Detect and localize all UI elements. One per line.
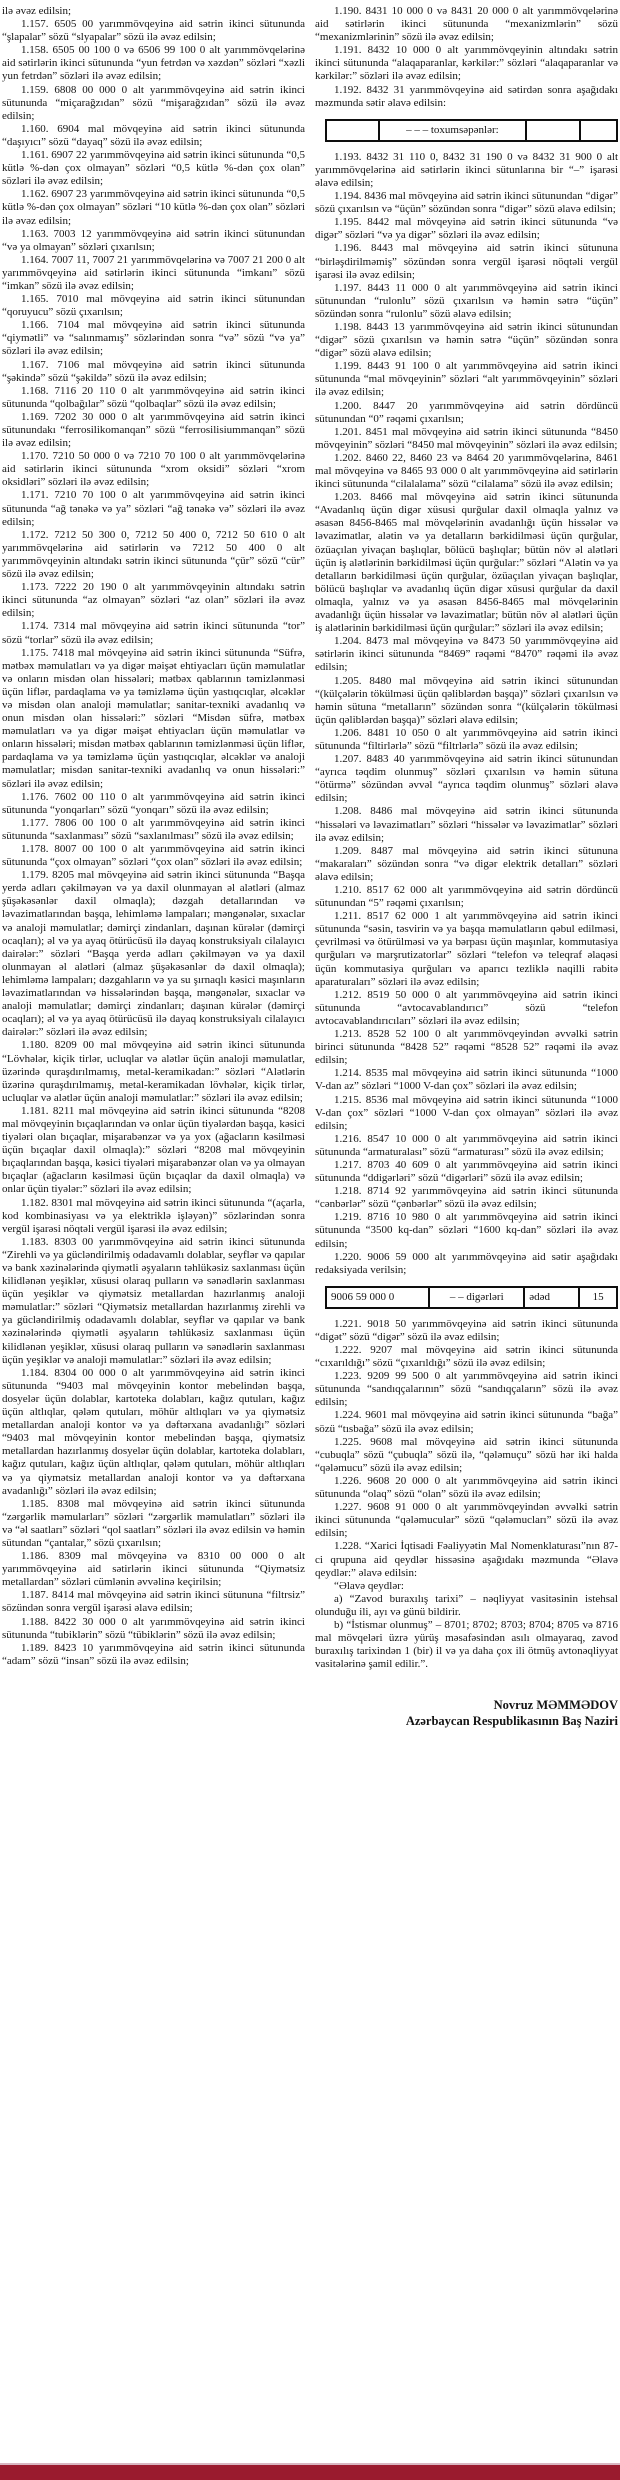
paragraph: 1.158. 6505 00 100 0 və 6506 99 100 0 alt yarımmövqelərinə aid sətirlərin ikinci sütununda “yun fetrdən və xəzdən” sözləri “xəzli yun fetrdən” sözləri ilə əvəz edilsin; <box>2 44 305 83</box>
right-column <box>315 5 618 2461</box>
table-cell: – – digərləri <box>429 1287 524 1308</box>
table-cell: 15 <box>579 1287 617 1308</box>
table-row <box>326 1287 617 1308</box>
paragraph: 1.227. 9608 91 000 0 alt yarımmövqeyindən əvvəlki sətrin ikinci sütununda “qələmucular” sözü “qələmucları” sözü ilə əvəz edilsin; <box>315 1501 618 1540</box>
paragraph: 1.216. 8547 10 000 0 alt yarımmövqeyinə aid sətrin ikinci sütununda “armaturalası” sözü “armaturası” sözü ilə əvəz edilsin; <box>315 1132 618 1158</box>
paragraph: 1.193. 8432 31 110 0, 8432 31 190 0 və 8432 31 900 0 alt yarımmövqelərinə aid sətirlərin ikinci sütunlarına bir “–” işarəsi əlavə edilsin; <box>315 150 618 189</box>
paragraph: 1.206. 8481 10 050 0 alt yarımmövqeyinə aid sətrin ikinci sütununda “filtirlərlə” sözü “filtrlərlə” sözü ilə əvəz edilsin; <box>315 726 618 752</box>
paragraph: 1.168. 7116 20 110 0 alt yarımmövqeyinə aid sətrin ikinci sütununda “qolbağılar” sözü “qolbaqlar” sözü ilə əvəz edilsin; <box>2 384 305 410</box>
signature-block <box>315 1697 618 1729</box>
paragraph: 1.223. 9209 99 500 0 alt yarımmövqeyinə aid sətrin ikinci sütununda “sandıqçalarının” sözü “sandıqçaların” sözü ilə əvəz edilsin; <box>315 1370 618 1409</box>
paragraph: 1.200. 8447 20 yarımmövqeyinə aid sətrin dördüncü sütunundan “0” rəqəmi çıxarılsın; <box>315 399 618 425</box>
paragraph: “Əlavə qeydlər: <box>334 1579 404 1592</box>
paragraph: 1.208. 8486 mal mövqeyinə aid sətrin ikinci sütununda “hissələri və ləvazimatları” sözləri “hissələr və ləvazimatlar” sözləri ilə əvəz edilsin; <box>315 805 618 844</box>
paragraph: 1.184. 8304 00 000 0 alt yarımmövqeyinə aid sətrin ikinci sütununda “9403 mal mövqeyinin kontor mebelindən başqa, dosyelər üçün dolablar, kartoteka dolabları, kağız qutuları, kağız üçün altlıqlar, qələm qutuları, möhür altlıqları və ya qiymətsiz metallardan analoji kontor və ya dəftərxana avadanlığı” sözləri “9403 mal mövqeyinin kontor mebelindən başqa, qiymətsiz metallardan hazırlanmış dosyelər üçün dolablar, kartoteka dolabları, kağız qutuları, kağız üçün altlıqlar, qələm qutuları, möhür altlıqları və ya qiymətsiz metallardan analoji kontor və ya dəftərxana avadanlığı” sözləri ilə əvəz edilsin; <box>2 1366 305 1497</box>
paragraph: 1.214. 8535 mal mövqeyinə aid sətrin ikinci sütununda “1000 V-dan az” sözləri “1000 V-dan çox” sözləri ilə əvəz edilsin; <box>315 1067 618 1093</box>
paragraph: 1.187. 8414 mal mövqeyinə aid sətrin ikinci sütununa “filtrsiz” sözündən sonra vergül işarəsi əlavə edilsin; <box>2 1589 305 1615</box>
paragraph: 1.211. 8517 62 000 1 alt yarımmövqeyinə aid sətrin ikinci sütununda “səsin, təsvirin və ya başqa məmulatların qəbul edilməsi, çevrilməsi və ötürülməsi və ya bərpası üçün maşınlar, kommutasiya qurğuları və marşrutizatorlar” sözləri “telefon və teleqraf əlaqəsi üçün kommutasiya qurğuları və aparıcı tezliklə naqilli rabitə aparaturaları” sözləri ilə əvəz edilsin; <box>315 910 618 988</box>
paragraph: 1.215. 8536 mal mövqeyinə aid sətrin ikinci sütununda “1000 V-dan çox” sözləri “1000 V-dan çox olmayan” sözləri ilə əvəz edilsin; <box>315 1093 618 1132</box>
paragraph: a) “Zavod buraxılış tarixi” – nəqliyyat vasitəsinin istehsal olunduğu ili, ayı və günü bildirir. <box>315 1592 618 1618</box>
paragraph: 1.191. 8432 10 000 0 alt yarımmövqeyinin altındakı sətrin ikinci sütununda “alaqaparanlar, kərkilər:” sözləri “alaqaparanlar və kərkilər:” sözləri ilə əvəz edilsin; <box>315 44 618 83</box>
paragraph: 1.172. 7212 50 300 0, 7212 50 400 0, 7212 50 610 0 alt yarımmövqelərinə aid sətirlərin və 7212 50 400 0 alt yarımmövqeyinin altındakı sətrin ikinci sütununda “çür” sözü “cür” sözü ilə əvəz edilsin; <box>2 528 305 581</box>
paragraph: 1.163. 7003 12 yarımmövqeyinə aid sətrin ikinci sütunundan “və ya olmayan” sözləri çıxarılsın; <box>2 227 305 253</box>
paragraph: 1.199. 8443 91 100 0 alt yarımmövqeyinə aid sətrin ikinci sütununda “mal mövqeyinin” sözləri “alt yarımmövqeyinin” sözləri ilə əvəz edilsin; <box>315 360 618 399</box>
amendment-table <box>325 119 618 142</box>
paragraph: 1.203. 8466 mal mövqeyinə aid sətrin ikinci sütununda “Avadanlıq üçün digər xüsusi qurğular daxil olmaqla yalnız və əsasən 8456-8465 mal mövqelərinin avadanlığı üçün hissələr və ləvazimatlar, alətin və ya detalların bərkidilməsi üçün qurğular, özüaçılan yivaçan başlıqlar, bölücü başlıqlar; bütün növ əl alətləri üçün iş alətlərinin bərkidilməsi üçün qurğular:” sözləri “Alətin və ya detalların bərkidilməsi üçün qurğular, özüaçılan yivaçan başlıqlar, bölücü başlıqlar və avadanlıq üçün digər xüsusi qurğular da daxil olmaqla, yalnız və ya əsasən 8456-8465 mal mövqelərinin avadanlığı üçün hissələr və ləvazimatlar; bütün növ əl alətləri üçün iş alətlərinin bərkidilməsi üçün qurğular:” sözləri ilə əvəz edilsin; <box>315 491 618 635</box>
paragraph: 1.205. 8480 mal mövqeyinə aid sətrin ikinci sütunundan “(külçələrin tökülməsi üçün qəliblərdən başqa)” sözləri çıxarılsın və həmin sütuna “metalların” sözündən sonra “(külçələrin tökülməsi üçün qəliblərdən başqa)” sözləri əlavə edilsin; <box>315 674 618 726</box>
paragraph: 1.192. 8432 31 yarımmövqeyinə aid sətirdən sonra aşağıdakı məzmunda sətir əlavə edilsin: <box>315 83 618 109</box>
signature-line: Azərbaycan Respublikasının Baş Naziri <box>405 1714 618 1729</box>
paragraph: 1.175. 7418 mal mövqeyinə aid sətrin ikinci sütununda “Süfrə, mətbəx məmulatları və ya digər məişət ehtiyacları üçün məmulatlar və onların misdən olan hissələri; mətbəx qablarının təmizlənməsi üçün liflər, pardaqlama və ya təmizləmə üçün yastıqcıqlar, əlcəklər və misdən olan analoji məmulatlar; sanitar-texniki avadanlıq və onun misdən olan hissələri:” sözləri “Misdən süfrə, mətbəx məmulatları və ya digər məişət ehtiyacları üçün məmulatlar və onların hissələri; misdən mətbəx qablarının təmizlənməsi üçün liflər, pardaqlama və ya təmizləmə üçün yastıqcıqlar, əlcəklər və analoji məmulatlar; misdən sanitar-texniki avadanlıq və onun hissələri:” sözləri ilə əvəz edilsin; <box>2 646 305 790</box>
paragraph: 1.218. 8714 92 yarımmövqeyinə aid sətrin ikinci sütununda “cənbərlər” sözü “çənbərlər” sözü ilə əvəz edilsin; <box>315 1185 618 1211</box>
paragraph: 1.157. 6505 00 yarımmövqeyinə aid sətrin ikinci sütununda “şlapalar” sözü “slyapalar” sözü ilə əvəz edilsin; <box>2 18 305 44</box>
paragraph: 1.166. 7104 mal mövqeyinə aid sətrin ikinci sütununda “qiymətli” və “salınmamış” sözlərindən sonra “və” sözü “və ya” sözləri ilə əvəz edilsin; <box>2 319 305 358</box>
paragraph: 1.226. 9608 20 000 0 alt yarımmövqeyinə aid sətrin ikinci sütununda “olaq” sözü “olan” sözü ilə əvəz edilsin; <box>315 1474 618 1501</box>
table-cell <box>326 120 379 141</box>
paragraph: 1.224. 9601 mal mövqeyinə aid sətrin ikinci sütununda “bağa” sözü “tısbağa” sözü ilə əvəz edilsin; <box>315 1409 618 1435</box>
paragraph: 1.161. 6907 22 yarımmövqeyinə aid sətrin ikinci sütununda “0,5 kütlə %-dən çox olmayan” sözləri “0,5 kütlə %-dən çox olan” sözləri ilə əvəz edilsin; <box>2 149 305 188</box>
paragraph: 1.182. 8301 mal mövqeyinə aid sətrin ikinci sütununda “(açarla, kod kombinasiyası və ya elektriklə işləyən)” sözlərindən sonra vergül işarəsi nöqtəli vergül işarəsi ilə əvəz edilsin; <box>2 1196 305 1235</box>
paragraph: 1.197. 8443 11 000 0 alt yarımmövqeyinə aid sətrin ikinci sütunundan “rulonlu” sözü çıxarılsın və həmin sətrə “üçün” sözündən sonra “rulonlu” sözü əlavə edilsin; <box>315 281 618 320</box>
paragraph: 1.159. 6808 00 000 0 alt yarımmövqeyinə aid sətrin ikinci sütununda “miçarağzıdan” sözü “mişarağzıdan” sözü ilə əvəz edilsin; <box>2 83 305 122</box>
paragraph: 1.178. 8007 00 100 0 alt yarımmövqeyinə aid sətrin ikinci sütununda “çox olmayan” sözləri “çox olan” sözləri ilə əvəz edilsin; <box>2 843 305 869</box>
signature-line: Novruz MƏMMƏDOV <box>493 1698 618 1713</box>
paragraph: 1.204. 8473 mal mövqeyinə və 8473 50 yarımmövqeyinə aid sətirlərin ikinci sütununda “8469” rəqəmi “8470” rəqəmi ilə əvəz edilsin; <box>315 635 618 674</box>
paragraph: 1.169. 7202 30 000 0 alt yarımmövqeyinə aid sətrin ikinci sütunundakı “ferrosilikomanqan” sözü “ferrosilisiummanqan” sözü ilə əvəz edilsin; <box>2 410 305 450</box>
paragraph: 1.173. 7222 20 190 0 alt yarımmövqeyinin altındakı sətrin ikinci sütununda “az olmayan” sözləri “az olan” sözləri ilə əvəz edilsin; <box>2 581 305 620</box>
paragraph: 1.221. 9018 50 yarımmövqeyinə aid sətrin ikinci sütununda “digət” sözü “digər” sözü ilə əvəz edilsin; <box>315 1317 618 1343</box>
paragraph: 1.194. 8436 mal mövqeyinə aid sətrin ikinci sütunundan “digər” sözü çıxarılsın və “üçün” sözündən sonra “digər” sözü əlavə edilsin; <box>315 190 618 216</box>
paragraph: 1.212. 8519 50 000 0 alt yarımmövqeyinə aid sətrin ikinci sütununda “avtocavablandırıcı” sözü “telefon avtocavablandırıcıları” sözləri ilə əvəz edilsin; <box>315 988 618 1027</box>
paragraph: 1.174. 7314 mal mövqeyinə aid sətrin ikinci sütununda “tor” sözü “torlar” sözü ilə əvəz edilsin; <box>2 620 305 646</box>
paragraph: 1.177. 7806 00 100 0 alt yarımmövqeyinə aid sətrin ikinci sütununda “saxlanması” sözü “saxlanılması” sözü ilə əvəz edilsin; <box>2 816 305 842</box>
paragraph: 1.198. 8443 13 yarımmövqeyinə aid sətrin ikinci sütunundan “digər” sözü çıxarılsın və həmin sətrə “üçün” sözündən sonra “digər” sözü əlavə edilsin; <box>315 320 618 360</box>
paragraph: 1.179. 8205 mal mövqeyinə aid sətrin ikinci sütununda “Başqa yerdə adları çəkilməyən və ya daxil olunmayan əl alətləri (almaz şüşəkəsənlər daxil olmaqla); dəzgah detallarından və ləvazimatlarından başqa, lehimləmə lampaları; məngənələr, sıxaclar və analoji məmulatlar; dəmirçi zindanları, daşınan kürələr (dəmirçi ocaqları); əl və ya ayaq ötürücüsü ilə dayaq konstruksiyalı cilalayıcı dairələr:” sözləri “Başqa yerdə adları çəkilməyən və ya daxil olunmayan əl alətləri (almaz şüşəkəsənlər də daxil olmaqla); lehimləmə lampaları; dəzgahların və ya su şırnaqlı kəsici maşınların ləvazimatlarından və hissələrindən başqa, məngənələr, sıxaclar və analoji məmulatlar; dəmirçi zindanları; daşınan kürələr (dəmirçi ocaqları); əl və ya ayaq ötürücüsü ilə dayaq konstruksiyalı cilalayıcı dairələr:” sözləri ilə əvəz edilsin; <box>2 869 305 1039</box>
paragraph: 1.186. 8309 mal mövqeyinə və 8310 00 000 0 alt yarımmövqeyinə aid sətirlərin ikinci sütununda “Qiymətsiz metallardan” sözləri cümlənin əvvəlinə keçirilsin; <box>2 1550 305 1589</box>
paragraph: 1.222. 9207 mal mövqeyinə aid sətrin ikinci sütununda “cıxarıldığı” sözü “çıxarıldığı” sözü ilə əvəz edilsin; <box>315 1344 618 1370</box>
paragraph: 1.196. 8443 mal mövqeyinə aid sətrin ikinci sütununa “birləşdirilməmiş” sözündən sonra vergül işarəsi nöqtəli vergül işarəsi ilə əvəz edilsin; <box>315 242 618 281</box>
footer-red-bar <box>0 2463 620 2480</box>
paragraph: 1.213. 8528 52 100 0 alt yarımmövqeyindən əvvəlki sətrin birinci sütununda “8428 52” rəqəmi “8528 52” rəqəmi ilə əvəz edilsin; <box>315 1028 618 1067</box>
table-row <box>326 120 617 141</box>
paragraph: b) “İstismar olunmuş” – 8701; 8702; 8703; 8704; 8705 və 8716 mal mövqeləri üzrə yürüş məsafəsindən asılı olmayaraq, zavod buraxılış tarixindən 1 (bir) il və ya daha çox ili ötmüş avtonəqliyyat vasitələrinə şamil edilir.”. <box>315 1618 618 1671</box>
paragraph: 1.183. 8303 00 yarımmövqeyinə aid sətrin ikinci sütununda “Zirehli və ya gücləndirilmiş odadavamlı dolablar, seyflər və qapılar və bank xəzinələrində qiymətli əşyaların təhlükəsiz saxlanması üçün kilidlənən yeşiklər, xüsusi olaraq pulların və sənədlərin saxlanması üçün yeşiklər və qiymətsiz metallardan hazırlanmış analoji məmulatlar:” sözləri “Qiymətsiz metallardan hazırlanmış zirehli və ya gücləndirilmiş odadavamlı dolablar, seyflər və qapılar və bank xəzinələrində qiymətli əşyaların təhlükəsiz saxlanması üçün kilidlənən yeşiklər, xüsusi olaraq pulların və sənədlərin saxlanması üçün yeşiklər və analoji məmulatlar:” sözləri ilə əvəz edilsin; <box>2 1235 305 1366</box>
paragraph: 1.209. 8487 mal mövqeyinə aid sətrin ikinci sütununa “makaraları” sözündən sonra “və digər elektrik detalları” sözləri əlavə edilsin; <box>315 844 618 883</box>
table-cell <box>580 120 617 141</box>
table-cell: 9006 59 000 0 <box>326 1287 429 1308</box>
paragraph: 1.220. 9006 59 000 alt yarımmövqeyinə aid sətir aşağıdakı redaksiyada verilsin; <box>315 1250 618 1276</box>
paragraph: 1.167. 7106 mal mövqeyinə aid sətrin ikinci sütununda “şəkində” sözü “şəkildə” sözü ilə əvəz edilsin; <box>2 358 305 384</box>
paragraph: 1.219. 8716 10 980 0 alt yarımmövqeyinə aid sətrin ikinci sütununda “3500 kq-dan” sözləri “1600 kq-dan” sözləri ilə əvəz edilsin; <box>315 1211 618 1250</box>
amendment-table <box>325 1286 618 1309</box>
paragraph: 1.160. 6904 mal mövqeyinə aid sətrin ikinci sütununda “daşıyıcı” sözü “dayaq” sözü ilə əvəz edilsin; <box>2 122 305 148</box>
paragraph: 1.170. 7210 50 000 0 və 7210 70 100 0 alt yarımmövqelərinə aid sətirlərin ikinci sütununda “xrom oksidi” sözləri “xrom oksidləri” sözləri ilə əvəz edilsin; <box>2 450 305 489</box>
paragraph: 1.189. 8423 10 yarımmövqeyinə aid sətrin ikinci sütununda “adam” sözü “insan” sözü ilə əvəz edilsin; <box>2 1641 305 1667</box>
paragraph: 1.217. 8703 40 609 0 alt yarımmövqeyinə aid sətrin ikinci sütununda “ddigərləri” sözü “digərləri” sözü ilə əvəz edilsin; <box>315 1158 618 1185</box>
paragraph: 1.162. 6907 23 yarımmövqeyinə aid sətrin ikinci sütununda “0,5 kütlə %-dən çox olmayan” sözləri “10 kütlə %-dən çox olan” sözləri ilə əvəz edilsin; <box>2 188 305 227</box>
paragraph: 1.210. 8517 62 000 alt yarımmövqeyinə aid sətrin dördüncü sütunundan “5” rəqəmi çıxarılsın; <box>315 884 618 910</box>
paragraph: 1.164. 7007 11, 7007 21 yarımmövqelərinə və 7007 21 200 0 alt yarımmövqeyinə aid sətirlərin ikinci sütununda “imkanı” sözü “imkan” sözü ilə əvəz edilsin; <box>2 253 305 292</box>
paragraph: 1.225. 9608 mal mövqeyinə aid sətrin ikinci sütununda “cubuqla” sözü “çubuqla” sözü ilə, “qələmuçu” sözü hər iki halda “qələmucu” sözü ilə əvəz edilsin; <box>315 1435 618 1474</box>
table-cell: – – – toxumsəpənlər: <box>379 120 526 141</box>
table-cell: ədəd <box>524 1287 579 1308</box>
paragraph: 1.180. 8209 00 mal mövqeyinə aid sətrin ikinci sütununda “Lövhələr, kiçik tirlər, ucluqlar və alətlər üçün analoji məmulatlar, üzərində quraşdırılmamış, metal-keramikadan:” sözləri “Alətlərin üzərinə quraşdırılmamış, metal-keramikadan lövhələr, kiçik tirlər, ucluqlar və alətlər üçün analoji məmulatlar:” sözləri ilə əvəz edilsin; <box>2 1039 305 1104</box>
paragraph: 1.207. 8483 40 yarımmövqeyinə aid sətrin ikinci sütunundan “ayrıca təqdim olunmuş” sözləri çıxarılsın və həmin sütuna “ötürmə” sözündən əvvəl “ayrıca təqdim olunmuş” sözləri əlavə edilsin; <box>315 753 618 805</box>
left-column <box>2 5 305 2461</box>
paragraph: 1.176. 7602 00 110 0 alt yarımmövqeyinə aid sətrin ikinci sütununda “yonqarları” sözü “yonqarı” sözü ilə əvəz edilsin; <box>2 790 305 816</box>
paragraph: 1.190. 8431 10 000 0 və 8431 20 000 0 alt yarımmövqelərinə aid sətirlərin ikinci sütununda “mexanizmlərin” sözü “mexanizmlərinin” sözü ilə əvəz edilsin; <box>315 5 618 44</box>
paragraph: ilə əvəz edilsin; <box>2 5 72 17</box>
paragraph: 1.188. 8422 30 000 0 alt yarımmövqeyinə aid sətrin ikinci sütununda “tubiklərin” sözü “tübiklərin” sözü ilə əvəz edilsin; <box>2 1615 305 1641</box>
paragraph: 1.195. 8442 mal mövqeyinə aid sətrin ikinci sütununda “və digər” sözləri “və ya digər” sözləri ilə əvəz edilsin; <box>315 216 618 242</box>
paragraph: 1.202. 8460 22, 8460 23 və 8464 20 yarımmövqelərinə, 8461 mal mövqeyinə və 8465 93 000 0 alt yarımmövqeyinə aid sətirlərin ikinci sütununda “cilalalama” sözü “cilalama” sözü ilə əvəz edilsin; <box>315 451 618 491</box>
paragraph: 1.185. 8308 mal mövqeyinə aid sətrin ikinci sütununda “zərgərlik məmularları” sözləri “zərgərlik məmulatları” sözləri ilə və “əl saatları” sözləri “qol saatları” sözləri ilə əvəz edilsin və həmin sütundan “çantalar,” sözü çıxarılsın; <box>2 1497 305 1549</box>
paragraph: 1.171. 7210 70 100 0 alt yarımmövqeyinə aid sətrin ikinci sütununda “ağ tənəkə və ya” sözləri “ağ tənəkə və” sözləri ilə əvəz edilsin; <box>2 489 305 528</box>
paragraph: 1.165. 7010 mal mövqeyinə aid sətrin ikinci sütunundan “qoruyucu” sözü çıxarılsın; <box>2 293 305 319</box>
paragraph: 1.228. “Xarici İqtisadi Fəaliyyətin Mal Nomenklaturası”nın 87-ci qrupuna aid qeydlər hissəsinə aşağıdakı məzmunda “Əlavə qeydlər:” əlavə edilsin: <box>315 1540 618 1579</box>
table-cell <box>526 120 580 141</box>
paragraph: 1.181. 8211 mal mövqeyinə aid sətrin ikinci sütununda “8208 mal mövqeyinin bıçaqlarından və onlar üçün tiyələrdən başqa, kəsici tiyələri olan bıçaqlar, mişarabənzər və ya yox (ağacların kəsilməsi üçün bıçaqlar daxil olmaqla):” sözləri “8208 mal mövqeyinin bıçaqlarından başqa, kəsici tiyələri mişarabənzər olan və ya olmayan bıçaqlar (ağacların kəsilməsi üçün bıçaqlar da daxil olmaqla) və onlar üçün tiyələr:” sözləri ilə əvəz edilsin; <box>2 1104 305 1196</box>
paragraph: 1.201. 8451 mal mövqeyinə aid sətrin ikinci sütununda “8450 mövqeyinin” sözləri “8450 mal mövqeyinin” sözləri ilə əvəz edilsin; <box>315 425 618 451</box>
